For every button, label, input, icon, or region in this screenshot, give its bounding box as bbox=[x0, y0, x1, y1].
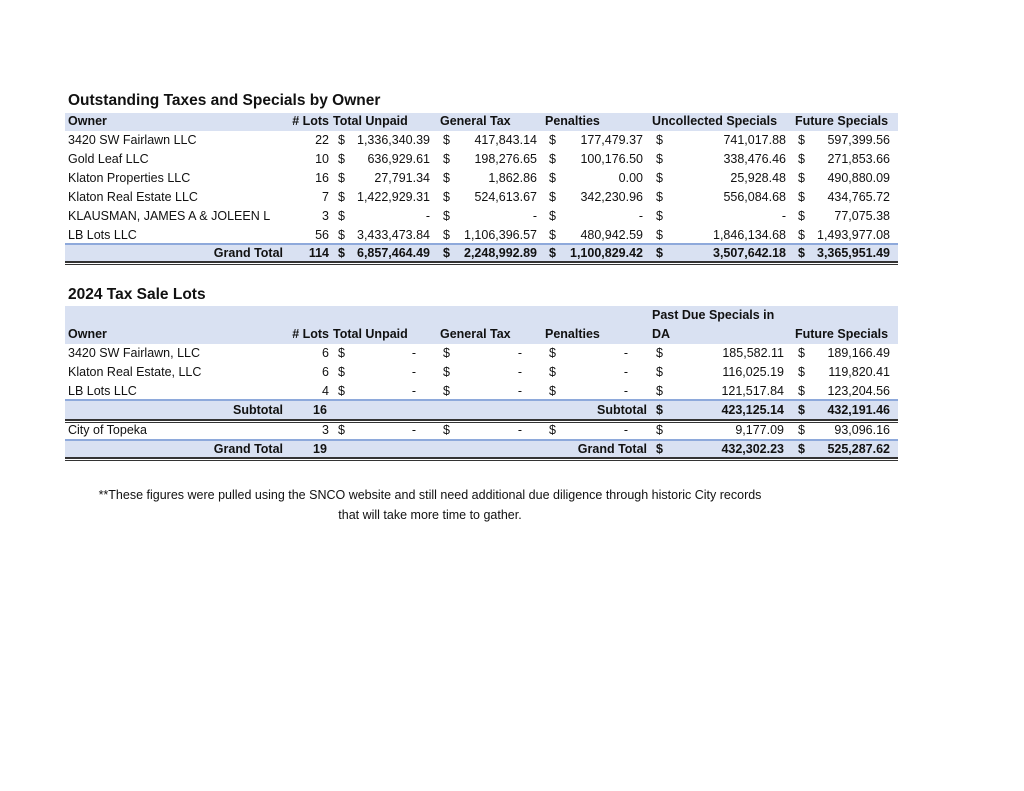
total-cell: 1,336,340.39 bbox=[357, 133, 430, 147]
currency-symbol: $ bbox=[549, 152, 556, 166]
owner-cell: KLAUSMAN, JAMES A & JOLEEN L bbox=[68, 209, 271, 223]
future-cell: 525,287.62 bbox=[827, 442, 890, 456]
column-header: DA bbox=[652, 327, 671, 341]
lots-cell: 10 bbox=[315, 152, 329, 166]
table2-title: 2024 Tax Sale Lots bbox=[68, 286, 206, 303]
general-cell: - bbox=[517, 423, 522, 437]
lots-cell: 7 bbox=[322, 190, 329, 204]
currency-symbol: $ bbox=[656, 133, 663, 147]
general-cell: - bbox=[517, 365, 522, 379]
total-cell: - bbox=[411, 365, 416, 379]
uncollected-cell: - bbox=[781, 209, 786, 223]
table1-title: Outstanding Taxes and Specials by Owner bbox=[68, 92, 381, 109]
currency-symbol: $ bbox=[798, 423, 805, 437]
currency-symbol: $ bbox=[338, 152, 345, 166]
currency-symbol: $ bbox=[443, 423, 450, 437]
table2-subtotal-row bbox=[0, 401, 1024, 420]
lots-cell: 19 bbox=[313, 442, 327, 456]
currency-symbol: $ bbox=[656, 365, 663, 379]
pastdue-cell: 9,177.09 bbox=[735, 423, 784, 437]
table2-header-row-top bbox=[0, 306, 1024, 325]
currency-symbol: $ bbox=[656, 228, 663, 242]
subtotal-label-2: Subtotal bbox=[597, 403, 647, 417]
currency-symbol: $ bbox=[656, 403, 663, 417]
currency-symbol: $ bbox=[798, 228, 805, 242]
future-cell: 77,075.38 bbox=[834, 209, 890, 223]
total-cell: - bbox=[411, 384, 416, 398]
currency-symbol: $ bbox=[798, 190, 805, 204]
future-cell: 189,166.49 bbox=[827, 346, 890, 360]
currency-symbol: $ bbox=[443, 171, 450, 185]
total-cell: 27,791.34 bbox=[374, 171, 430, 185]
total-cell: - bbox=[411, 423, 416, 437]
column-header: Owner bbox=[68, 114, 107, 128]
currency-symbol: $ bbox=[549, 346, 556, 360]
future-cell: 93,096.16 bbox=[834, 423, 890, 437]
total-cell: 636,929.61 bbox=[367, 152, 430, 166]
penalties-cell: 0.00 bbox=[618, 171, 643, 185]
table-row bbox=[0, 226, 1024, 245]
uncollected-cell: 556,084.68 bbox=[723, 190, 786, 204]
table-row bbox=[0, 421, 1024, 440]
currency-symbol: $ bbox=[443, 228, 450, 242]
total-cell: 6,857,464.49 bbox=[357, 246, 430, 260]
currency-symbol: $ bbox=[443, 246, 450, 260]
grand-total-label: Grand Total bbox=[213, 246, 283, 260]
currency-symbol: $ bbox=[798, 133, 805, 147]
column-header: Owner bbox=[68, 327, 107, 341]
general-cell: 417,843.14 bbox=[474, 133, 537, 147]
general-cell: - bbox=[517, 346, 522, 360]
general-cell: 524,613.67 bbox=[474, 190, 537, 204]
grand-total-label-2: Grand Total bbox=[577, 442, 647, 456]
lots-cell: 4 bbox=[322, 384, 329, 398]
penalties-cell: - bbox=[638, 209, 643, 223]
currency-symbol: $ bbox=[656, 442, 663, 456]
table2-header-row bbox=[0, 325, 1024, 344]
table-row bbox=[0, 131, 1024, 150]
currency-symbol: $ bbox=[443, 346, 450, 360]
table-row bbox=[0, 382, 1024, 401]
currency-symbol: $ bbox=[656, 152, 663, 166]
currency-symbol: $ bbox=[798, 246, 805, 260]
future-cell: 432,191.46 bbox=[827, 403, 890, 417]
penalties-cell: 480,942.59 bbox=[580, 228, 643, 242]
pastdue-cell: 432,302.23 bbox=[721, 442, 784, 456]
owner-cell: LB Lots LLC bbox=[68, 228, 137, 242]
currency-symbol: $ bbox=[443, 209, 450, 223]
subtotal-label: Subtotal bbox=[233, 403, 283, 417]
currency-symbol: $ bbox=[656, 190, 663, 204]
currency-symbol: $ bbox=[656, 246, 663, 260]
currency-symbol: $ bbox=[798, 365, 805, 379]
column-header: Total Unpaid bbox=[333, 327, 408, 341]
currency-symbol: $ bbox=[338, 190, 345, 204]
currency-symbol: $ bbox=[338, 423, 345, 437]
currency-symbol: $ bbox=[656, 171, 663, 185]
uncollected-cell: 338,476.46 bbox=[723, 152, 786, 166]
table-row bbox=[0, 169, 1024, 188]
general-cell: 2,248,992.89 bbox=[464, 246, 537, 260]
footnote-line2: that will take more time to gather. bbox=[338, 508, 522, 522]
owner-cell: Gold Leaf LLC bbox=[68, 152, 149, 166]
currency-symbol: $ bbox=[798, 403, 805, 417]
uncollected-cell: 25,928.48 bbox=[730, 171, 786, 185]
lots-cell: 6 bbox=[322, 346, 329, 360]
lots-cell: 3 bbox=[322, 209, 329, 223]
penalties-cell: - bbox=[623, 384, 628, 398]
pastdue-cell: 121,517.84 bbox=[721, 384, 784, 398]
currency-symbol: $ bbox=[443, 365, 450, 379]
currency-symbol: $ bbox=[798, 442, 805, 456]
currency-symbol: $ bbox=[798, 209, 805, 223]
lots-cell: 114 bbox=[308, 246, 329, 260]
penalties-cell: 342,230.96 bbox=[580, 190, 643, 204]
currency-symbol: $ bbox=[656, 384, 663, 398]
penalties-cell: 177,479.37 bbox=[580, 133, 643, 147]
penalties-cell: - bbox=[623, 365, 628, 379]
total-cell: 1,422,929.31 bbox=[357, 190, 430, 204]
table-row bbox=[0, 188, 1024, 207]
column-header: Penalties bbox=[545, 114, 600, 128]
uncollected-cell: 1,846,134.68 bbox=[713, 228, 786, 242]
currency-symbol: $ bbox=[338, 246, 345, 260]
column-header: Uncollected Specials bbox=[652, 114, 778, 128]
general-cell: 198,276.65 bbox=[474, 152, 537, 166]
column-header: Future Specials bbox=[795, 114, 889, 128]
uncollected-cell: 3,507,642.18 bbox=[713, 246, 786, 260]
future-cell: 3,365,951.49 bbox=[817, 246, 890, 260]
lots-cell: 22 bbox=[315, 133, 329, 147]
currency-symbol: $ bbox=[549, 190, 556, 204]
column-header: Future Specials bbox=[795, 327, 889, 341]
table-row bbox=[0, 150, 1024, 169]
general-cell: - bbox=[517, 384, 522, 398]
pastdue-cell: 423,125.14 bbox=[721, 403, 784, 417]
general-cell: 1,106,396.57 bbox=[464, 228, 537, 242]
lots-cell: 3 bbox=[322, 423, 329, 437]
footnote-line1: **These figures were pulled using the SNCO website and still need additional due diligence through historic City records bbox=[98, 488, 762, 502]
currency-symbol: $ bbox=[443, 152, 450, 166]
future-cell: 490,880.09 bbox=[827, 171, 890, 185]
currency-symbol: $ bbox=[656, 209, 663, 223]
currency-symbol: $ bbox=[549, 384, 556, 398]
pastdue-cell: 116,025.19 bbox=[722, 365, 784, 379]
owner-cell: Klaton Properties LLC bbox=[68, 171, 191, 185]
lots-cell: 16 bbox=[315, 171, 329, 185]
currency-symbol: $ bbox=[338, 384, 345, 398]
lots-cell: 56 bbox=[315, 228, 329, 242]
column-header: Past Due Specials in bbox=[652, 308, 775, 322]
currency-symbol: $ bbox=[798, 346, 805, 360]
currency-symbol: $ bbox=[338, 228, 345, 242]
table1-header-row bbox=[0, 112, 1024, 131]
grand-total-label: Grand Total bbox=[213, 442, 283, 456]
column-header: General Tax bbox=[440, 327, 511, 341]
column-header: # Lots bbox=[292, 114, 329, 128]
total-cell: - bbox=[425, 209, 430, 223]
currency-symbol: $ bbox=[656, 346, 663, 360]
currency-symbol: $ bbox=[798, 384, 805, 398]
lots-cell: 16 bbox=[313, 403, 327, 417]
owner-cell: LB Lots LLC bbox=[68, 384, 137, 398]
currency-symbol: $ bbox=[338, 133, 345, 147]
currency-symbol: $ bbox=[338, 365, 345, 379]
currency-symbol: $ bbox=[338, 171, 345, 185]
currency-symbol: $ bbox=[549, 171, 556, 185]
column-header: Total Unpaid bbox=[333, 114, 408, 128]
currency-symbol: $ bbox=[338, 346, 345, 360]
penalties-cell: - bbox=[623, 423, 628, 437]
uncollected-cell: 741,017.88 bbox=[723, 133, 786, 147]
currency-symbol: $ bbox=[549, 246, 556, 260]
column-header: Penalties bbox=[545, 327, 600, 341]
currency-symbol: $ bbox=[443, 190, 450, 204]
table1-grand-total-row bbox=[0, 244, 1024, 263]
owner-cell: Klaton Real Estate, LLC bbox=[68, 365, 202, 379]
future-cell: 271,853.66 bbox=[827, 152, 890, 166]
pastdue-cell: 185,582.11 bbox=[722, 346, 784, 360]
general-cell: 1,862.86 bbox=[488, 171, 537, 185]
owner-cell: City of Topeka bbox=[68, 423, 147, 437]
currency-symbol: $ bbox=[798, 171, 805, 185]
table-row bbox=[0, 207, 1024, 226]
lots-cell: 6 bbox=[322, 365, 329, 379]
column-header: # Lots bbox=[292, 327, 329, 341]
currency-symbol: $ bbox=[549, 209, 556, 223]
currency-symbol: $ bbox=[443, 133, 450, 147]
owner-cell: 3420 SW Fairlawn LLC bbox=[68, 133, 197, 147]
penalties-cell: - bbox=[623, 346, 628, 360]
total-cell: - bbox=[411, 346, 416, 360]
future-cell: 123,204.56 bbox=[827, 384, 890, 398]
currency-symbol: $ bbox=[549, 423, 556, 437]
table-row bbox=[0, 344, 1024, 363]
penalties-cell: 100,176.50 bbox=[580, 152, 643, 166]
column-header: General Tax bbox=[440, 114, 511, 128]
currency-symbol: $ bbox=[338, 209, 345, 223]
currency-symbol: $ bbox=[443, 384, 450, 398]
owner-cell: Klaton Real Estate LLC bbox=[68, 190, 198, 204]
future-cell: 119,820.41 bbox=[828, 365, 890, 379]
currency-symbol: $ bbox=[656, 423, 663, 437]
table-row bbox=[0, 363, 1024, 382]
penalties-cell: 1,100,829.42 bbox=[570, 246, 643, 260]
future-cell: 597,399.56 bbox=[827, 133, 890, 147]
currency-symbol: $ bbox=[798, 152, 805, 166]
future-cell: 434,765.72 bbox=[827, 190, 890, 204]
currency-symbol: $ bbox=[549, 228, 556, 242]
currency-symbol: $ bbox=[549, 365, 556, 379]
general-cell: - bbox=[532, 209, 537, 223]
owner-cell: 3420 SW Fairlawn, LLC bbox=[68, 346, 201, 360]
currency-symbol: $ bbox=[549, 133, 556, 147]
total-cell: 3,433,473.84 bbox=[357, 228, 430, 242]
table2-grand-total-row bbox=[0, 440, 1024, 459]
future-cell: 1,493,977.08 bbox=[817, 228, 890, 242]
